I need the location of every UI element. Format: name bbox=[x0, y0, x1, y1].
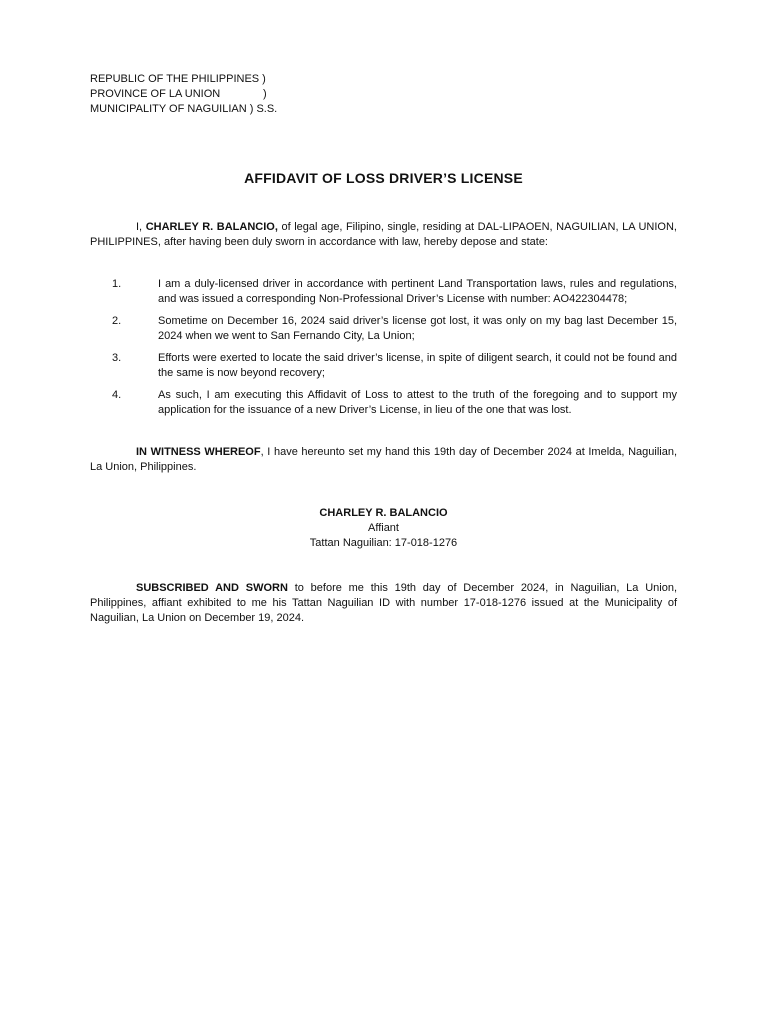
venue-header bbox=[90, 72, 677, 117]
list-item bbox=[90, 351, 677, 381]
item-number: 4. bbox=[112, 389, 122, 401]
item-number: 3. bbox=[112, 352, 122, 364]
jurat-heading: SUBSCRIBED AND SWORN bbox=[136, 582, 288, 594]
witness-heading: IN WITNESS WHEREOF bbox=[136, 446, 261, 458]
statement-list bbox=[90, 277, 677, 418]
document-title: AFFIDAVIT OF LOSS DRIVER’S LICENSE bbox=[244, 170, 523, 186]
document-page bbox=[90, 72, 677, 626]
witness-paragraph bbox=[90, 445, 677, 475]
intro-prefix: I, bbox=[136, 221, 146, 233]
list-item bbox=[90, 314, 677, 344]
item-text: I am a duly-licensed driver in accordance with pertinent Land Transportation laws, rules and regulations, and was issued a corresponding Non-Professional Driver’s License with number: AO422304478; bbox=[158, 278, 677, 305]
affiant-name: CHARLEY R. BALANCIO bbox=[319, 507, 448, 519]
venue-province-line: PROVINCE OF LA UNION ) bbox=[90, 88, 267, 100]
affiant-name-inline: CHARLEY R. BALANCIO, bbox=[145, 221, 278, 233]
jurat-paragraph bbox=[90, 581, 677, 626]
jurat-text: to before me this 19th day of December 2024, in Naguilian, La Union, Philippines, affiant exhibited to me his Tattan Naguilian ID with number 17-018-1276 issued at the Municipality of Naguilian, La Union on December 19, 2024. bbox=[90, 582, 678, 624]
intro-paragraph bbox=[90, 220, 677, 250]
item-number: 1. bbox=[112, 278, 122, 290]
witness-text: , I have hereunto set my hand this 19th day of December 2024 at Imelda, Naguilian, La Union, Philippines. bbox=[90, 446, 677, 473]
signature-block bbox=[90, 506, 677, 551]
item-text: Sometime on December 16, 2024 said driver’s license got lost, it was only on my bag last December 15, 2024 when we went to San Fernando City, La Union; bbox=[158, 315, 677, 342]
list-item bbox=[90, 277, 677, 307]
venue-republic-line: REPUBLIC OF THE PHILIPPINES ) bbox=[90, 73, 266, 85]
list-item bbox=[90, 388, 677, 418]
item-text: Efforts were exerted to locate the said driver’s license, in spite of diligent search, it could not be found and the same is now beyond recovery; bbox=[158, 352, 677, 379]
item-text: As such, I am executing this Affidavit of Loss to attest to the truth of the foregoing and to support my application for the issuance of a new Driver’s License, in lieu of the one that was lost. bbox=[158, 389, 677, 416]
venue-municipality-line: MUNICIPALITY OF NAGUILIAN ) S.S. bbox=[90, 103, 278, 115]
intro-text: of legal age, Filipino, single, residing at DAL-LIPAOEN, NAGUILIAN, LA UNION, PHILIPPINES, after having been duly sworn in accordance with law, hereby depose and state: bbox=[90, 221, 677, 248]
affiant-id: Tattan Naguilian: 17-018-1276 bbox=[309, 537, 458, 549]
affiant-role: Affiant bbox=[368, 522, 399, 534]
item-number: 2. bbox=[112, 315, 122, 327]
